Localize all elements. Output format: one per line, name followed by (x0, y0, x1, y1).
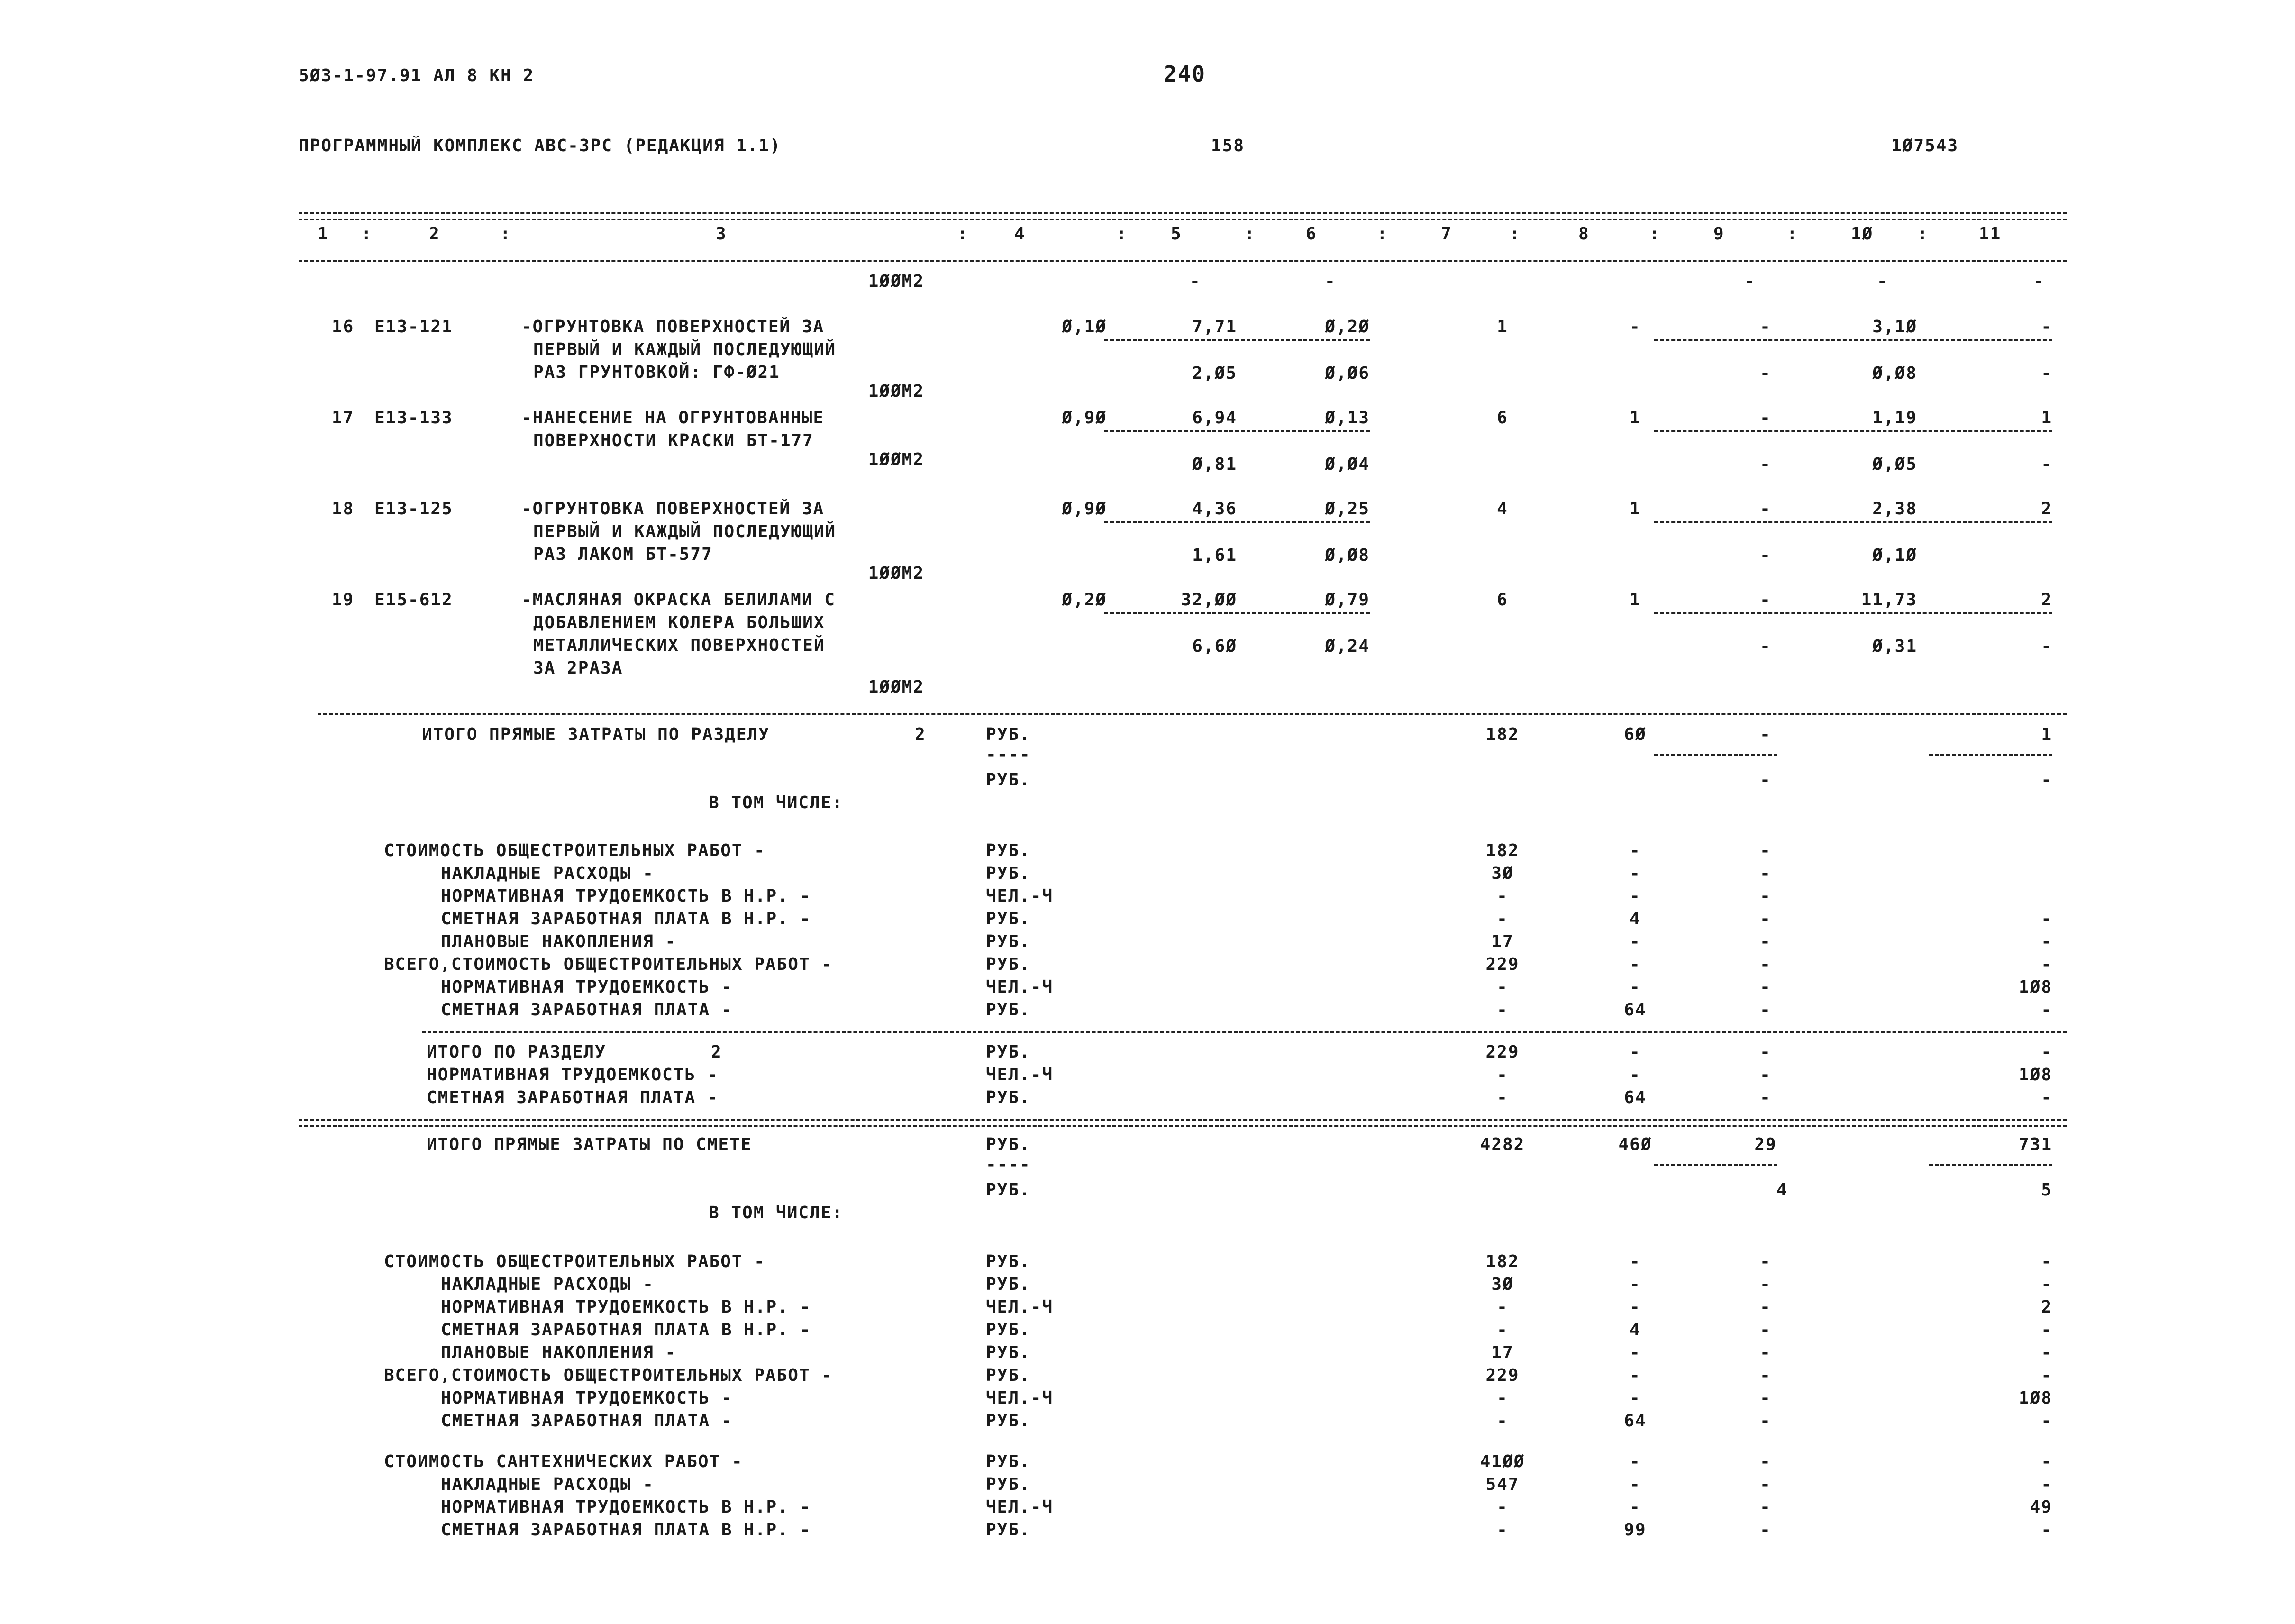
item-description-line: ПЕРВЫЙ И КАЖДЫЙ ПОСЛЕДУЮЩИЙ (533, 522, 837, 541)
total-cost: 3Ø (1491, 864, 1514, 883)
unit-cost-machine: 2,Ø5 (1192, 364, 1237, 383)
item-description-line: ДОБАВЛЕНИЕМ КОЛЕРА БОЛЬШИХ (533, 613, 825, 632)
machine-cost: - (1760, 1388, 1771, 1408)
machine-cost: - (1760, 1411, 1771, 1431)
unit-wage-machine: Ø,Ø6 (1325, 364, 1370, 383)
quantity: Ø,9Ø (1062, 408, 1107, 428)
total-wage: - (1630, 317, 1641, 337)
total-cost: - (1497, 1088, 1508, 1107)
unit-label: РУБ. (986, 770, 1031, 790)
subtotal-rule (1104, 521, 1370, 523)
machine-cost: 29 (1754, 1135, 1777, 1154)
total-cost: 4282 (1480, 1135, 1525, 1154)
subtotal-rule (1104, 612, 1370, 614)
machine-cost: - (1760, 1065, 1771, 1085)
labor-total: 1Ø8 (2018, 977, 2052, 997)
sheet-number: 158 (1211, 136, 1245, 155)
dash-line: ---- (986, 745, 1031, 764)
machine-cost: - (1760, 408, 1771, 428)
unit-label: РУБ. (986, 725, 1031, 744)
program-title: ПРОГРАММНЫЙ КОМПЛЕКС АВС-3РС (РЕДАКЦИЯ 1.1) (299, 136, 781, 155)
labor-total: - (2041, 317, 2052, 337)
breakdown-label: НОРМАТИВНАЯ ТРУДОЕМКОСТЬ В Н.Р. - (441, 1497, 811, 1517)
total-cost: 229 (1485, 1042, 1520, 1062)
table-top-rule (299, 212, 2067, 214)
total-wage: - (1630, 932, 1641, 951)
unit-label: РУБ. (986, 1343, 1031, 1362)
labor-total: - (2041, 1343, 2052, 1362)
column-separator: : (957, 224, 969, 244)
column-separator: : (1917, 224, 1929, 244)
total-wage: 1 (1630, 408, 1641, 428)
total-cost: - (1497, 1320, 1508, 1340)
machine-cost: - (1760, 1343, 1771, 1362)
estimate-total-label: ИТОГО ПРЯМЫЕ ЗАТРАТЫ ПО СМЕТЕ (427, 1135, 752, 1154)
unit-label: ЧЕЛ.-Ч (986, 886, 1054, 906)
item-description-line: -ОГРУНТОВКА ПОВЕРХНОСТЕЙ ЗА (521, 499, 825, 519)
section-rule (422, 1031, 2067, 1033)
machine-wage: - (1760, 770, 1771, 790)
total-wage: 4 (1630, 1320, 1641, 1340)
subtotal-rule (1654, 612, 2052, 614)
labor-total: 1 (2041, 725, 2052, 744)
total-wage: - (1630, 1042, 1641, 1062)
breakdown-label: НАКЛАДНЫЕ РАСХОДЫ - (441, 864, 654, 883)
labor-total: 2 (2041, 1297, 2052, 1317)
total-cost: - (1497, 1388, 1508, 1408)
total-cost: 17 (1491, 932, 1514, 951)
item-description-line: ЗА 2РАЗА (533, 658, 623, 678)
total-wage: - (1630, 1252, 1641, 1271)
unit-cost-machine: 6,6Ø (1192, 637, 1237, 656)
item-number: 17 (332, 408, 355, 428)
unit-label: ЧЕЛ.-Ч (986, 1388, 1054, 1408)
column-number: 2 (429, 224, 440, 244)
unit-wage-machine: Ø,24 (1325, 637, 1370, 656)
subtotal-rule (1104, 339, 1370, 341)
labor-per-unit: 2,38 (1872, 499, 1917, 519)
unit-label: ЧЕЛ.-Ч (986, 977, 1054, 997)
labor-total: - (2041, 1000, 2052, 1020)
breakdown-label: СТОИМОСТЬ ОБЩЕСТРОИТЕЛЬНЫХ РАБОТ - (384, 1252, 765, 1271)
total-cost: 182 (1485, 725, 1520, 744)
labor-machine: Ø,Ø5 (1872, 455, 1917, 474)
breakdown-label: СМЕТНАЯ ЗАРАБОТНАЯ ПЛАТА - (441, 1000, 733, 1020)
labor-total: - (2041, 1252, 2052, 1271)
total-cost: 4 (1497, 499, 1508, 519)
total-wage: - (1630, 841, 1641, 860)
section-number: 2 (711, 1042, 722, 1062)
breakdown-label: ПЛАНОВЫЕ НАКОПЛЕНИЯ - (441, 1343, 677, 1362)
total-wage: - (1630, 1065, 1641, 1085)
machine-cost: - (1760, 1252, 1771, 1271)
empty-dash: - (1325, 272, 1336, 291)
machine-cost: - (1760, 909, 1771, 929)
subtotal-rule (1104, 430, 1370, 432)
unit-cost: 7,71 (1192, 317, 1237, 337)
unit-wage: Ø,2Ø (1325, 317, 1370, 337)
unit-label: РУБ. (986, 955, 1031, 974)
labor-total: 49 (2030, 1497, 2052, 1517)
total-cost: - (1497, 1497, 1508, 1517)
breakdown-label: СМЕТНАЯ ЗАРАБОТНАЯ ПЛАТА - (441, 1411, 733, 1431)
total-wage: - (1630, 1475, 1641, 1494)
including-label: В ТОМ ЧИСЛЕ: (709, 1203, 844, 1223)
machine-cost: - (1760, 1475, 1771, 1494)
machine-cost: - (1760, 590, 1771, 610)
total-wage: - (1630, 1297, 1641, 1317)
column-number: 11 (1979, 224, 2002, 244)
labor-machine: Ø,1Ø (1872, 546, 1917, 565)
rate-code: Е13-125 (374, 499, 453, 519)
machine-cost: - (1760, 1520, 1771, 1540)
rate-code: Е13-121 (374, 317, 453, 337)
header-bottom-rule (299, 260, 2067, 262)
unit-label: РУБ. (986, 1411, 1031, 1431)
breakdown-label: НОРМАТИВНАЯ ТРУДОЕМКОСТЬ - (441, 1388, 733, 1408)
unit-cost: 32,ØØ (1181, 590, 1237, 610)
item-number: 19 (332, 590, 355, 610)
machine-cost: - (1760, 1297, 1771, 1317)
item-description-line: РАЗ ЛАКОМ БТ-577 (533, 545, 713, 564)
breakdown-label: НАКЛАДНЫЕ РАСХОДЫ - (441, 1475, 654, 1494)
unit-wage: Ø,13 (1325, 408, 1370, 428)
subtotal-rule (1654, 1164, 1777, 1166)
labor-machine-total: - (2041, 637, 2052, 656)
machine-wage: - (1760, 364, 1771, 383)
document-id: 1Ø7543 (1891, 136, 1959, 155)
total-cost: 182 (1485, 841, 1520, 860)
unit-label: РУБ. (986, 1475, 1031, 1494)
column-number: 8 (1578, 224, 1590, 244)
column-separator: : (1377, 224, 1388, 244)
labor-total: 2 (2041, 499, 2052, 519)
unit-label: РУБ. (986, 909, 1031, 929)
total-wage: - (1630, 886, 1641, 906)
total-cost: 17 (1491, 1343, 1514, 1362)
breakdown-label: НОРМАТИВНАЯ ТРУДОЕМКОСТЬ В Н.Р. - (441, 886, 811, 906)
item-description-line: ПЕРВЫЙ И КАЖДЫЙ ПОСЛЕДУЮЩИЙ (533, 340, 837, 359)
unit-cost: 4,36 (1192, 499, 1237, 519)
column-number: 1 (318, 224, 329, 244)
labor-total: - (2041, 909, 2052, 929)
breakdown-label: НОРМАТИВНАЯ ТРУДОЕМКОСТЬ В Н.Р. - (441, 1297, 811, 1317)
total-wage: 64 (1624, 1088, 1647, 1107)
labor-total: - (2041, 1475, 2052, 1494)
item-number: 18 (332, 499, 355, 519)
quantity: Ø,1Ø (1062, 317, 1107, 337)
total-wage: - (1630, 1388, 1641, 1408)
total-wage: 1 (1630, 590, 1641, 610)
estimate-rule-2 (299, 1125, 2067, 1127)
machine-cost: - (1760, 1497, 1771, 1517)
labor-total: - (2041, 1275, 2052, 1294)
machine-cost: - (1760, 955, 1771, 974)
total-cost: 1 (1497, 317, 1508, 337)
unit-label: 1ØØМ2 (868, 382, 924, 401)
quantity: Ø,9Ø (1062, 499, 1107, 519)
item-number: 16 (332, 317, 355, 337)
item-description-line: -МАСЛЯНАЯ ОКРАСКА БЕЛИЛАМИ С (521, 590, 836, 610)
total-wage: - (1630, 955, 1641, 974)
total-wage: - (1630, 1497, 1641, 1517)
machine-cost: - (1760, 841, 1771, 860)
total-wage: 1 (1630, 499, 1641, 519)
unit-label: РУБ. (986, 864, 1031, 883)
unit-label: РУБ. (986, 1452, 1031, 1471)
unit-label: РУБ. (986, 1135, 1031, 1154)
total-cost: 3Ø (1491, 1275, 1514, 1294)
total-wage: 6Ø (1624, 725, 1647, 744)
item-description-line: -НАНЕСЕНИЕ НА ОГРУНТОВАННЫЕ (521, 408, 825, 428)
empty-dash: - (2033, 272, 2045, 291)
unit-label: 1ØØМ2 (868, 564, 924, 583)
labor-total: 731 (2018, 1135, 2052, 1154)
unit-label: ЧЕЛ.-Ч (986, 1297, 1054, 1317)
column-separator: : (1510, 224, 1521, 244)
total-wage: 46Ø (1618, 1135, 1652, 1154)
unit-label: РУБ. (986, 841, 1031, 860)
empty-dash: - (1190, 272, 1201, 291)
machine-cost: - (1760, 1320, 1771, 1340)
column-separator: : (1116, 224, 1128, 244)
section-total-label: ИТОГО ПРЯМЫЕ ЗАТРАТЫ ПО РАЗДЕЛУ (422, 725, 770, 744)
machine-cost: - (1760, 1000, 1771, 1020)
labor-total: - (2041, 1411, 2052, 1431)
total-cost: 6 (1497, 590, 1508, 610)
labor-per-unit: 1,19 (1872, 408, 1917, 428)
total-wage: - (1630, 1275, 1641, 1294)
section-rule (318, 713, 2067, 715)
unit-wage: Ø,79 (1325, 590, 1370, 610)
column-number: 3 (716, 224, 727, 244)
unit-wage: Ø,25 (1325, 499, 1370, 519)
total-wage: 4 (1630, 909, 1641, 929)
total-cost: - (1497, 1520, 1508, 1540)
page-number: 240 (1164, 61, 1206, 87)
quantity: Ø,2Ø (1062, 590, 1107, 610)
machine-cost: - (1760, 725, 1771, 744)
unit-label: 1ØØМ2 (868, 677, 924, 697)
unit-wage-machine: Ø,Ø4 (1325, 455, 1370, 474)
section-sum-label: НОРМАТИВНАЯ ТРУДОЕМКОСТЬ - (427, 1065, 719, 1085)
item-description-line: ПОВЕРХНОСТИ КРАСКИ БТ-177 (533, 431, 814, 450)
total-cost: 182 (1485, 1252, 1520, 1271)
item-description-line: -ОГРУНТОВКА ПОВЕРХНОСТЕЙ ЗА (521, 317, 825, 337)
labor-machine: Ø,31 (1872, 637, 1917, 656)
subtotal-rule (1654, 754, 1777, 756)
total-cost: - (1497, 1000, 1508, 1020)
total-cost: 229 (1485, 1366, 1520, 1385)
unit-label: РУБ. (986, 932, 1031, 951)
machine-cost: - (1760, 1088, 1771, 1107)
total-wage: - (1630, 864, 1641, 883)
total-cost: 6 (1497, 408, 1508, 428)
empty-dash: - (1877, 272, 1888, 291)
machine-cost: - (1760, 1452, 1771, 1471)
machine-wage: - (1760, 637, 1771, 656)
unit-label: 1ØØМ2 (868, 450, 924, 469)
total-cost: - (1497, 977, 1508, 997)
machine-cost: - (1760, 977, 1771, 997)
unit-label: РУБ. (986, 1180, 1031, 1200)
dash-line: ---- (986, 1155, 1031, 1174)
breakdown-label: ВСЕГО,СТОИМОСТЬ ОБЩЕСТРОИТЕЛЬНЫХ РАБОТ - (384, 1366, 833, 1385)
including-label: В ТОМ ЧИСЛЕ: (709, 793, 844, 812)
column-separator: : (1787, 224, 1798, 244)
subtotal-rule (1654, 521, 2052, 523)
breakdown-label: ПЛАНОВЫЕ НАКОПЛЕНИЯ - (441, 932, 677, 951)
labor-total: - (2041, 1366, 2052, 1385)
unit-label: РУБ. (986, 1000, 1031, 1020)
empty-dash: - (1744, 272, 1756, 291)
labor-total: - (2041, 1042, 2052, 1062)
labor-total: - (2041, 955, 2052, 974)
column-separator: : (1244, 224, 1256, 244)
breakdown-label: СМЕТНАЯ ЗАРАБОТНАЯ ПЛАТА В Н.Р. - (441, 1520, 811, 1540)
total-wage: 99 (1624, 1520, 1647, 1540)
table-top-rule-2 (299, 219, 2067, 220)
unit-cost-machine: Ø,81 (1192, 455, 1237, 474)
subtotal-rule (1929, 754, 2052, 756)
labor-machine-total: - (2041, 364, 2052, 383)
machine-wage: 4 (1776, 1180, 1788, 1200)
machine-cost: - (1760, 1042, 1771, 1062)
total-wage: - (1630, 1343, 1641, 1362)
breakdown-label: СМЕТНАЯ ЗАРАБОТНАЯ ПЛАТА В Н.Р. - (441, 1320, 811, 1340)
total-cost: - (1497, 1065, 1508, 1085)
labor-total: - (2041, 932, 2052, 951)
column-number: 6 (1306, 224, 1317, 244)
total-cost: 41ØØ (1480, 1452, 1525, 1471)
section-sum-label: ИТОГО ПО РАЗДЕЛУ (427, 1042, 606, 1062)
unit-label: РУБ. (986, 1042, 1031, 1062)
rate-code: Е15-612 (374, 590, 453, 610)
unit-cost-machine: 1,61 (1192, 546, 1237, 565)
total-wage: - (1630, 1366, 1641, 1385)
unit-label: РУБ. (986, 1252, 1031, 1271)
unit-cost: 6,94 (1192, 408, 1237, 428)
column-separator: : (361, 224, 373, 244)
labor-total: 5 (2041, 1180, 2052, 1200)
machine-cost: - (1760, 1275, 1771, 1294)
item-description-line: РАЗ ГРУНТОВКОЙ: ГФ-Ø21 (533, 363, 780, 382)
labor-total: 2 (2041, 590, 2052, 610)
unit-label: РУБ. (986, 1275, 1031, 1294)
section-sum-label: СМЕТНАЯ ЗАРАБОТНАЯ ПЛАТА - (427, 1088, 719, 1107)
unit-wage-machine: Ø,Ø8 (1325, 546, 1370, 565)
subtotal-rule (1654, 430, 2052, 432)
breakdown-label: СМЕТНАЯ ЗАРАБОТНАЯ ПЛАТА В Н.Р. - (441, 909, 811, 929)
unit-label: РУБ. (986, 1366, 1031, 1385)
machine-wage: - (1760, 455, 1771, 474)
total-cost: - (1497, 909, 1508, 929)
item-description-line: МЕТАЛЛИЧЕСКИХ ПОВЕРХНОСТЕЙ (533, 636, 825, 655)
labor-per-unit: 3,1Ø (1872, 317, 1917, 337)
breakdown-label: СТОИМОСТЬ САНТЕХНИЧЕСКИХ РАБОТ - (384, 1452, 743, 1471)
breakdown-label: НАКЛАДНЫЕ РАСХОДЫ - (441, 1275, 654, 1294)
section-number: 2 (915, 725, 926, 744)
machine-wage: - (1760, 546, 1771, 565)
machine-cost: - (1760, 932, 1771, 951)
column-number: 1Ø (1851, 224, 1874, 244)
unit-label: РУБ. (986, 1320, 1031, 1340)
column-separator: : (1649, 224, 1661, 244)
labor-total: 1Ø8 (2018, 1388, 2052, 1408)
total-cost: - (1497, 1411, 1508, 1431)
machine-cost: - (1760, 886, 1771, 906)
breakdown-label: НОРМАТИВНАЯ ТРУДОЕМКОСТЬ - (441, 977, 733, 997)
total-cost: 547 (1485, 1475, 1520, 1494)
labor-total: - (2041, 1520, 2052, 1540)
doc-code: 5Ø3-1-97.91 АЛ 8 КН 2 (299, 66, 535, 85)
column-number: 7 (1441, 224, 1452, 244)
estimate-rule (299, 1119, 2067, 1121)
total-wage: - (1630, 1452, 1641, 1471)
breakdown-label: СТОИМОСТЬ ОБЩЕСТРОИТЕЛЬНЫХ РАБОТ - (384, 841, 765, 860)
subtotal-rule (1654, 339, 2052, 341)
column-separator: : (500, 224, 511, 244)
machine-cost: - (1760, 499, 1771, 519)
unit-label: РУБ. (986, 1088, 1031, 1107)
unit-label: 1ØØМ2 (868, 272, 924, 291)
labor-total: 1 (2041, 408, 2052, 428)
labor-per-unit: 11,73 (1861, 590, 1917, 610)
machine-cost: - (1760, 317, 1771, 337)
unit-label: ЧЕЛ.-Ч (986, 1065, 1054, 1085)
labor-machine-total: - (2041, 455, 2052, 474)
unit-label: ЧЕЛ.-Ч (986, 1497, 1054, 1517)
labor-total: - (2041, 770, 2052, 790)
column-number: 4 (1014, 224, 1026, 244)
labor-total: 1Ø8 (2018, 1065, 2052, 1085)
total-wage: 64 (1624, 1411, 1647, 1431)
labor-total: - (2041, 1320, 2052, 1340)
labor-machine: Ø,Ø8 (1872, 364, 1917, 383)
labor-total: - (2041, 1452, 2052, 1471)
total-wage: - (1630, 977, 1641, 997)
total-cost: - (1497, 1297, 1508, 1317)
labor-total: - (2041, 1088, 2052, 1107)
subtotal-rule (1929, 1164, 2052, 1166)
unit-label: РУБ. (986, 1520, 1031, 1540)
column-number: 9 (1713, 224, 1725, 244)
machine-cost: - (1760, 1366, 1771, 1385)
breakdown-label: ВСЕГО,СТОИМОСТЬ ОБЩЕСТРОИТЕЛЬНЫХ РАБОТ - (384, 955, 833, 974)
rate-code: Е13-133 (374, 408, 453, 428)
total-cost: 229 (1485, 955, 1520, 974)
total-cost: - (1497, 886, 1508, 906)
machine-cost: - (1760, 864, 1771, 883)
total-wage: 64 (1624, 1000, 1647, 1020)
column-number: 5 (1171, 224, 1182, 244)
